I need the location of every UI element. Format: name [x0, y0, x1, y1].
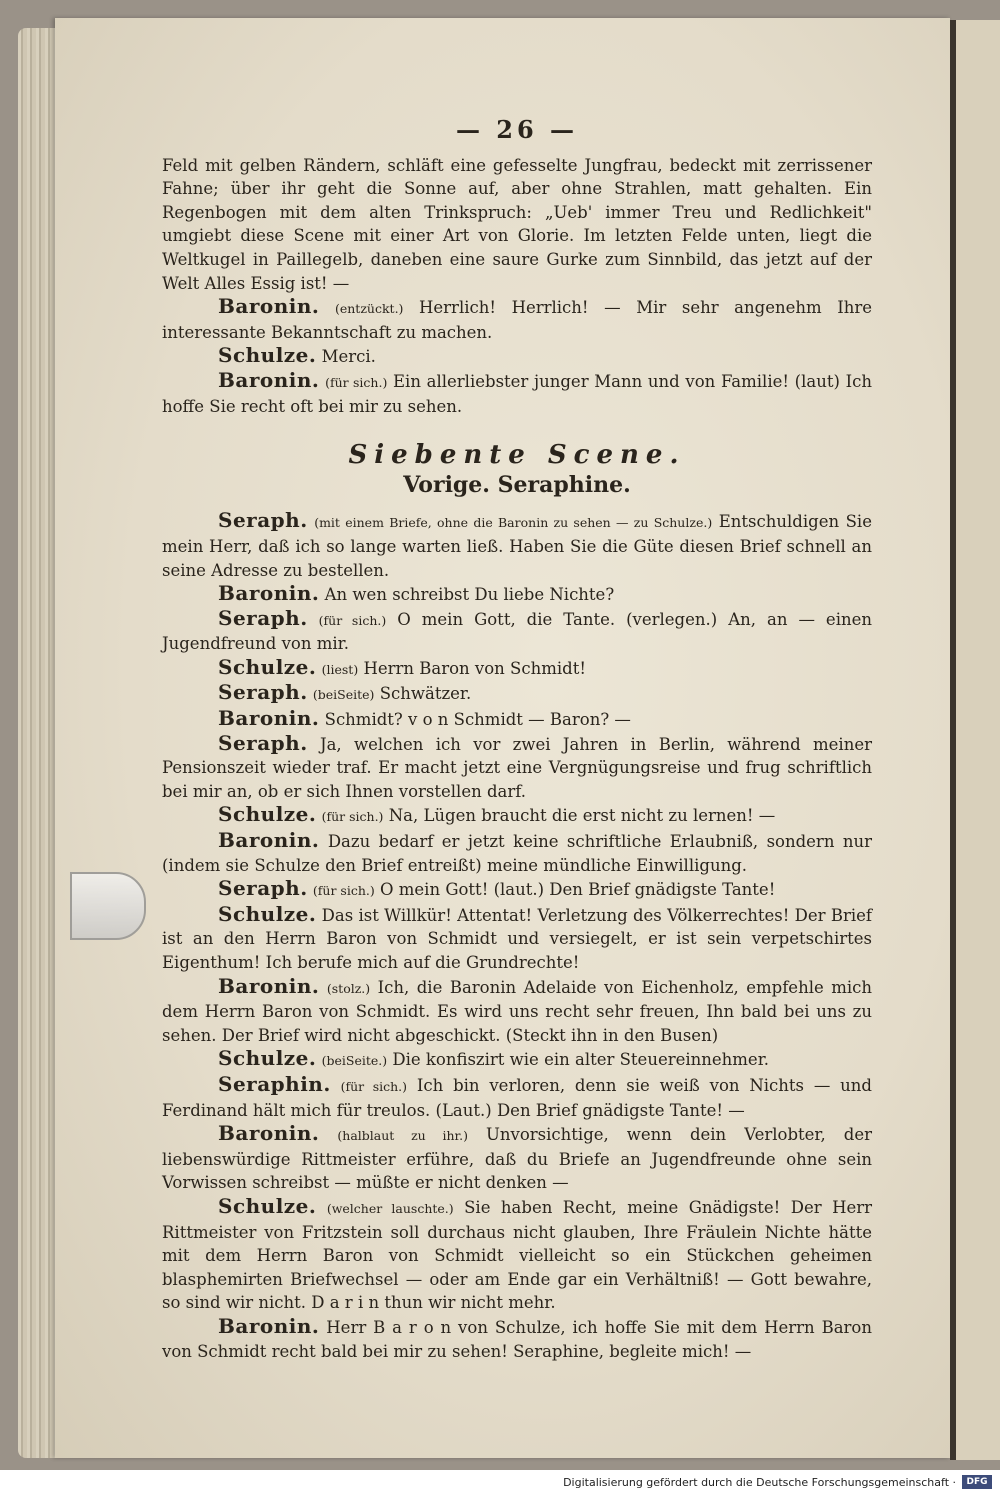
spoken-text: Entschuldigen Sie mein Herr, daß ich so lange warten ließ. Haben Sie die Güte diesen Brief schnell an seine Adresse zu bestellen.: [162, 512, 872, 580]
dialogue-line: [162, 1315, 872, 1363]
speaker-name: Seraph.: [218, 508, 308, 533]
speaker-name: Schulze.: [218, 802, 317, 827]
stage-direction: (beiSeite.): [321, 1053, 388, 1069]
speaker-name: Baronin.: [218, 973, 320, 998]
spoken-text: Sie haben Recht, meine Gnädigste! Der Herr Rittmeister von Fritzstein soll durchaus nicht glauben, Ihre Fräulein Nichte hätte mit dem Herrn Baron von Schmidt vielleicht so ein Stückchen geheimen blasphemirten Briefwechsel — oder am Ende gar ein Verhältniß! — Gott bewahre, so sind wir nicht. D a r i n thun wir nicht mehr.: [162, 1197, 873, 1313]
spoken-text: Schmidt? v o n Schmidt — Baron? —: [324, 710, 631, 730]
dialogue-line: [162, 903, 872, 975]
spoken-text: Herrlich! Herrlich! — Mir sehr angenehm Ihre interessante Bekanntschaft zu machen.: [162, 298, 873, 342]
stage-direction: (entzückt.): [334, 301, 404, 317]
speaker-name: Seraph.: [218, 605, 308, 630]
dialogue-line: [162, 975, 872, 1048]
speaker-name: Seraph.: [218, 680, 308, 705]
dialogue: [162, 509, 872, 1363]
spoken-text: O mein Gott, die Tante. (verlegen.) An, an — einen Jugendfreund von mir.: [162, 609, 872, 654]
scene-persons: Vorige. Seraphine.: [403, 471, 631, 498]
stage-direction: (welcher lauschte.): [326, 1200, 454, 1216]
stage-direction: (stolz.): [326, 980, 371, 996]
dialogue-line: [162, 1073, 872, 1122]
spoken-text: Ein allerliebster junger Mann und von Familie! (laut) Ich hoffe Sie recht oft bei mir zu sehen.: [162, 371, 872, 416]
stage-direction: (beiSeite): [312, 687, 375, 703]
speaker-name: Schulze.: [218, 343, 317, 368]
stage-direction: (mit einem Briefe, ohne die Baronin zu sehen — zu Schulze.): [314, 515, 713, 531]
spoken-text: Die konfiszirt wie ein alter Steuereinnehmer.: [392, 1050, 770, 1070]
spoken-text: Ich bin verloren, denn sie weiß von Nichts — und Ferdinand hält mich für treulos. (Laut.) Den Brief gnädigste Tante! —: [162, 1075, 872, 1120]
dialogue-line: [162, 732, 872, 804]
dialogue-line: [162, 509, 872, 582]
dialogue-line: [162, 607, 872, 656]
page-text: [162, 115, 873, 1363]
stage-direction: (halblaut zu ihr.): [337, 1128, 468, 1144]
dialogue-line: [162, 344, 872, 369]
stage-direction: (für sich.): [318, 612, 387, 628]
dialogue-line: [162, 1047, 872, 1073]
stage-direction: (liest): [321, 661, 359, 677]
dialogue-before-scene: [162, 295, 872, 418]
speaker-name: Schulze.: [218, 654, 317, 679]
spoken-text: Das ist Willkür! Attentat! Verletzung des Völkerrechtes! Der Brief ist an den Herrn Baron von Schmidt und versiegelt, er ist sein verpetschirtes Eigenthum! Ich berufe mich auf die Grundrechte!: [162, 905, 872, 972]
dialogue-line: [162, 1122, 872, 1195]
speaker-name: Baronin.: [218, 294, 320, 319]
spoken-text: O mein Gott! (laut.) Den Brief gnädigste Tante!: [379, 880, 776, 900]
next-page-edge: [950, 20, 1000, 1460]
stage-direction: (für sich.): [340, 1078, 408, 1094]
speaker-name: Baronin.: [218, 1121, 320, 1146]
dialogue-line: [162, 582, 872, 607]
dialogue-line: [162, 681, 872, 707]
scene-title: Siebente Scene.: [348, 440, 686, 471]
speaker-name: Schulze.: [218, 901, 317, 926]
speaker-name: Baronin.: [218, 706, 320, 731]
spoken-text: Schwätzer.: [379, 684, 472, 704]
dialogue-line: [162, 829, 872, 877]
page-clip: [70, 872, 146, 940]
dialogue-line: [162, 369, 872, 418]
speaker-name: Schulze.: [218, 1046, 317, 1071]
speaker-name: Baronin.: [218, 581, 320, 606]
stage-direction: (für sich.): [325, 374, 388, 390]
spoken-text: Dazu bedarf er jetzt keine schriftliche Erlaubniß, sondern nur (indem sie Schulze den Brief entreißt) meine mündliche Einwilligung.: [162, 832, 872, 875]
dialogue-line: [162, 295, 872, 344]
dialogue-line: [162, 656, 872, 682]
speaker-name: Schulze.: [218, 1193, 317, 1218]
page-number: — 26 —: [455, 115, 579, 144]
spoken-text: Na, Lügen braucht die erst nicht zu lernen! —: [388, 806, 776, 826]
footer-credit: Digitalisierung gefördert durch die Deutsche Forschungsgemeinschaft ·: [563, 1476, 956, 1489]
dialogue-line: [162, 1195, 872, 1315]
spoken-text: An wen schreibst Du liebe Nichte?: [324, 585, 615, 605]
speaker-name: Seraph.: [218, 876, 308, 901]
speaker-name: Baronin.: [218, 367, 320, 392]
stage-direction: (für sich.): [321, 809, 384, 825]
speaker-name: Seraph.: [218, 730, 308, 755]
dialogue-line: [162, 803, 872, 829]
spoken-text: Ja, welchen ich vor zwei Jahren in Berlin, während meiner Pensionszeit wieder traf. Er macht jetzt eine Vergnügungsreise und frug schriftlich bei mir an, ob er sich Ihnen vorstellen darf.: [162, 734, 872, 801]
spoken-text: Herr B a r o n von Schulze, ich hoffe Sie mit dem Herrn Baron von Schmidt recht bald bei mir zu sehen! Seraphine, begleite mich! —: [162, 1317, 872, 1361]
speaker-name: Baronin.: [218, 828, 320, 853]
spoken-text: Unvorsichtige, wenn dein Verlobter, der liebenswürdige Rittmeister erführe, daß du Briefe an Jugendfreunde ohne sein Vorwissen schreibst — müßte er nicht denken —: [162, 1125, 872, 1193]
dialogue-line: [162, 877, 872, 903]
spoken-text: Ich, die Baronin Adelaide von Eichenholz, empfehle mich dem Herrn Baron von Schmidt. Es wird uns recht sehr freuen, Ihn bald bei uns zu sehen. Der Brief wird nicht abgeschickt. (Steckt ihn in den Busen): [162, 977, 872, 1045]
spoken-text: Merci.: [321, 347, 376, 367]
intro-paragraph: Feld mit gelben Rändern, schläft eine gefesselte Jungfrau, bedeckt mit zerrissener Fahne; über ihr geht die Sonne auf, aber ohne Strahlen, matt gehalten. Ein Regenbogen mit dem alten Trinkspruch: „Ueb' immer Treu und Redlichkeit" umgiebt diese Scene mit einer Art von Glorie. Im letzten Felde unten, liegt die Weltkugel in Paillegelb, daneben eine saure Gurke zum Sinnbild, das jetzt auf der Welt Alles Essig ist! —: [162, 155, 872, 293]
footer: [0, 1470, 1000, 1496]
dialogue-line: [162, 707, 872, 732]
dfg-logo-icon: DFG: [962, 1475, 992, 1489]
speaker-name: Seraphin.: [218, 1071, 331, 1096]
spoken-text: Herrn Baron von Schmidt!: [363, 658, 586, 678]
stage-direction: (für sich.): [312, 883, 375, 899]
speaker-name: Baronin.: [218, 1313, 320, 1338]
